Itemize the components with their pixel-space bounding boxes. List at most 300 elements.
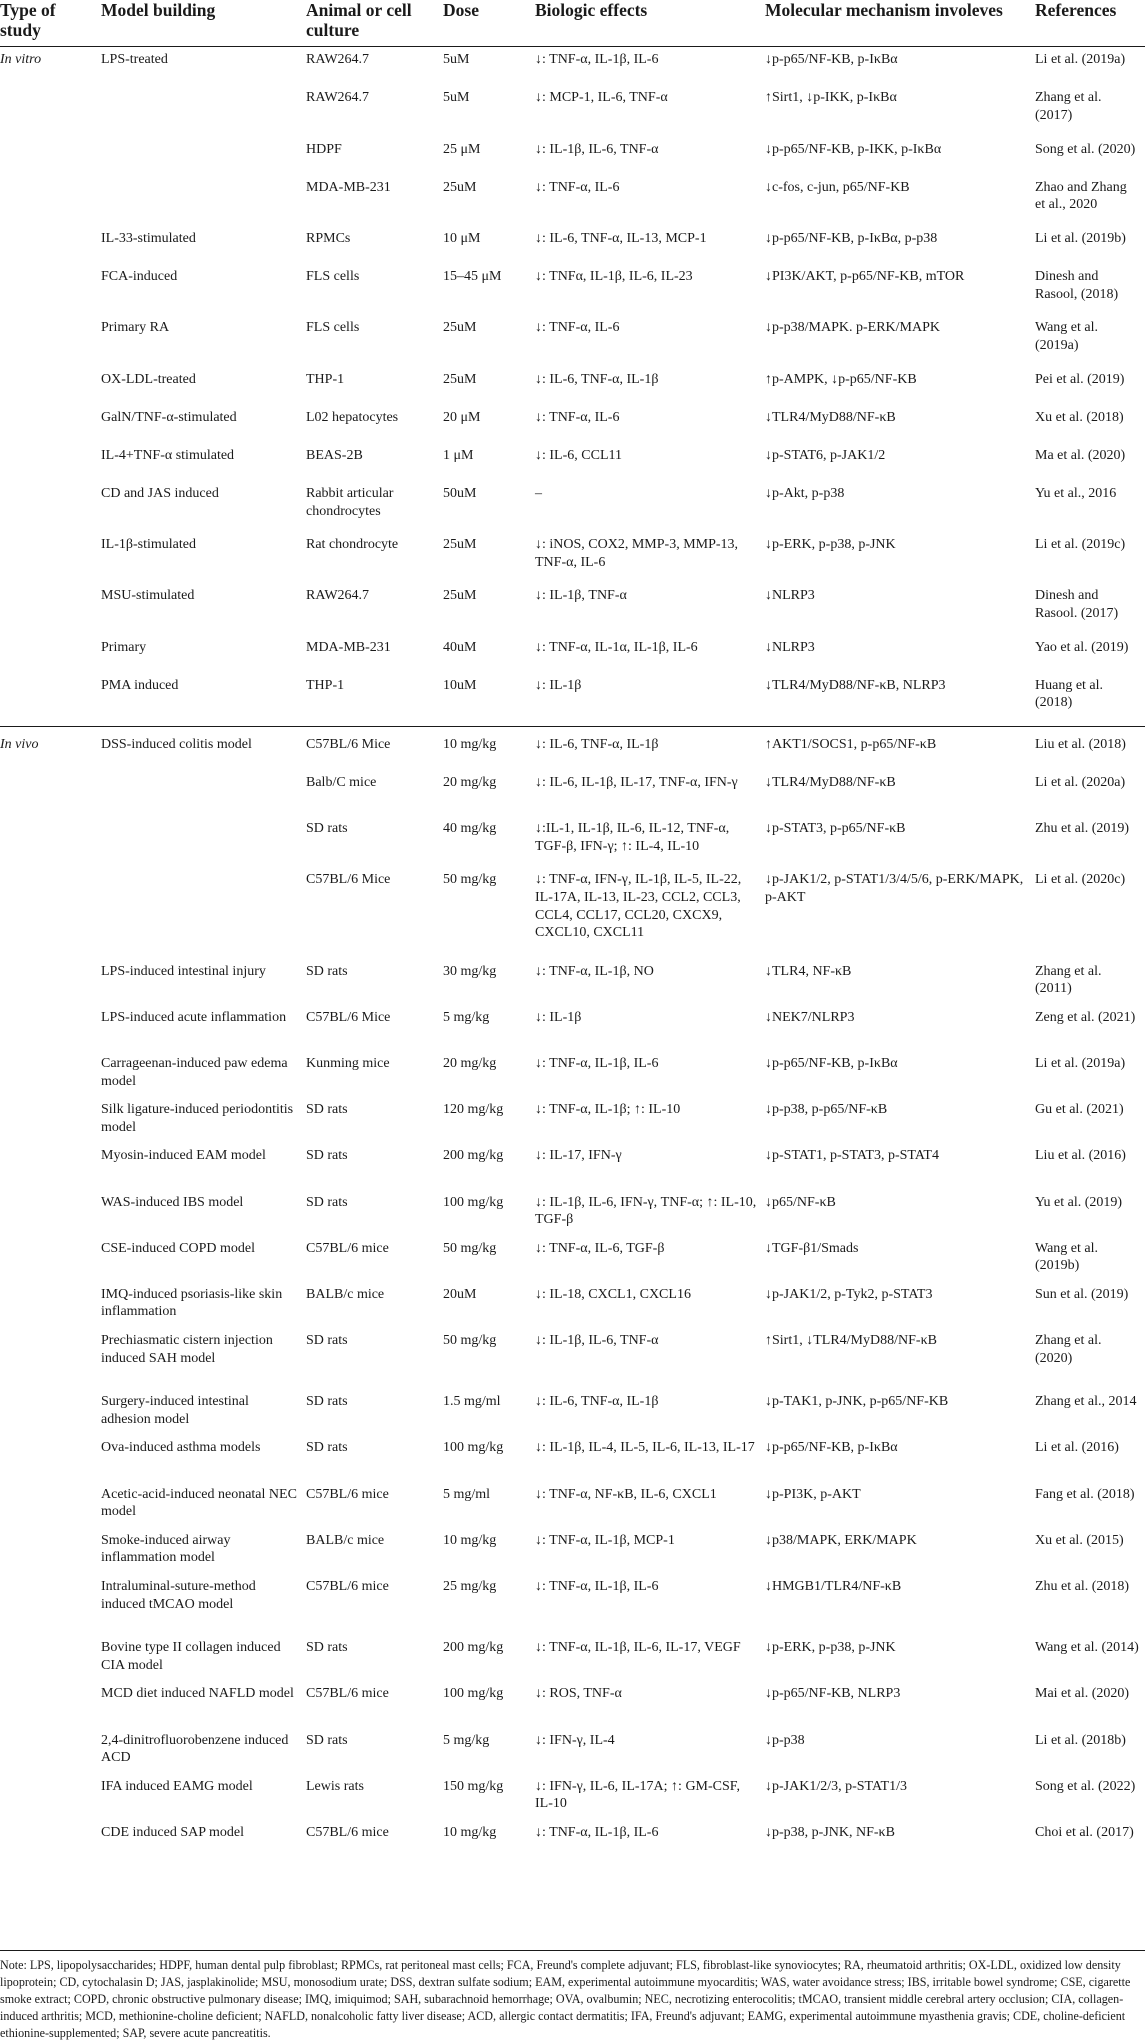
table-row [0, 816, 1145, 867]
cell-mechanism: ↓c-fos, c-jun, p65/NF-KB [765, 179, 910, 195]
cell-type [0, 1481, 101, 1527]
cell-type [0, 816, 101, 867]
header-effects: Biologic effects [535, 0, 765, 47]
table-row [0, 85, 1145, 136]
cell-model: CD and JAS induced [101, 486, 219, 502]
cell-effects: ↓:IL-1, IL-1β, IL-6, IL-12, TNF-α, TGF-β, IFN-γ; ↑: IL-4, IL-10 [535, 821, 730, 854]
header-mechanism: Molecular mechanism involeves [765, 0, 1035, 47]
cell-dose: 5uM [443, 52, 470, 68]
cell-effects: ↓: iNOS, COX2, MMP-3, MMP-13, TNF-α, IL-6 [535, 537, 739, 570]
cell-dose: 15–45 μM [443, 269, 502, 285]
table-row [0, 1236, 1145, 1282]
cell-animal: C57BL/6 mice [306, 1240, 389, 1256]
cell-mechanism: ↓p-p65/NF-KB, p-IκBα [765, 1440, 898, 1456]
cell-dose: 25 mg/kg [443, 1579, 497, 1594]
cell-mechanism: ↓HMGB1/TLR4/NF-κB [765, 1579, 902, 1594]
cell-model [101, 867, 306, 958]
cell-effects: ↓: IL-6, TNF-α, IL-1β [535, 371, 659, 387]
cell-dose: 200 mg/kg [443, 1640, 504, 1656]
cell-dose: 20uM [443, 1286, 477, 1302]
cell-mechanism: ↑Sirt1, ↓p-IKK, p-IκBα [765, 90, 897, 106]
cell-dose: 40uM [443, 639, 477, 655]
cell-model: Myosin-induced EAM model [101, 1148, 266, 1164]
cell-effects: ↓: IL-18, CXCL1, CXCL16 [535, 1286, 691, 1302]
cell-type [0, 481, 101, 532]
table-row [0, 1774, 1145, 1820]
cell-model: IL-1β-stimulated [101, 537, 196, 553]
cell-type: In vitro [0, 52, 42, 68]
cell-effects: ↓: TNF-α, IL-1β, IL-6 [535, 1055, 659, 1071]
cell-reference: Li et al. (2019c) [1035, 537, 1126, 553]
table-row [0, 634, 1145, 672]
cell-effects: ↓: TNF-α, IL-1β, IL-6 [535, 1579, 659, 1594]
cell-animal: C57BL/6 mice [306, 1686, 389, 1702]
cell-reference: Zhang et al. (2011) [1035, 963, 1102, 997]
cell-animal: L02 hepatocytes [306, 409, 399, 425]
table-row [0, 443, 1145, 481]
cell-effects: ↓: IL-6, TNF-α, IL-1β [535, 736, 659, 752]
cell-effects: ↓: IL-6, CCL11 [535, 447, 622, 463]
cell-animal: BALB/c mice [306, 1532, 385, 1548]
cell-animal: SD rats [306, 1148, 348, 1164]
cell-effects: ↓: TNF-α, IL-1α, IL-1β, IL-6 [535, 639, 698, 655]
cell-reference: Wang et al. (2019a) [1035, 320, 1099, 353]
cell-model: Smoke-induced airway inflammation model [101, 1532, 231, 1566]
cell-reference: Zhu et al. (2019) [1035, 821, 1130, 837]
cell-animal: SD rats [306, 1102, 348, 1118]
cell-effects: ↓: IL-1β, TNF-α [535, 588, 627, 604]
cell-model: Intraluminal-suture-method induced tMCAO model [101, 1579, 256, 1612]
table-row [0, 366, 1145, 404]
cell-mechanism: ↓p-p38/MAPK. p-ERK/MAPK [765, 320, 941, 336]
table-row [0, 136, 1145, 174]
cell-dose: 200 mg/kg [443, 1148, 504, 1164]
cell-dose: 25uM [443, 537, 477, 553]
cell-type [0, 673, 101, 727]
cell-model: 2,4-dinitrofluorobenzene induced ACD [101, 1732, 289, 1766]
cell-mechanism: ↓NEK7/NLRP3 [765, 1009, 855, 1025]
cell-dose: 100 mg/kg [443, 1440, 504, 1456]
cell-model: Prechiasmatic cistern injection induced SAH model [101, 1333, 273, 1366]
cell-animal: C57BL/6 mice [306, 1579, 389, 1594]
cell-model: GalN/TNF-α-stimulated [101, 409, 237, 425]
cell-model: CSE-induced COPD model [101, 1240, 255, 1256]
table-row [0, 1635, 1145, 1681]
cell-model: Surgery-induced intestinal adhesion model [101, 1394, 249, 1427]
cell-type [0, 264, 101, 315]
cell-dose: 1 μM [443, 447, 474, 463]
header-dose: Dose [443, 0, 535, 47]
cell-effects: ↓: TNF-α, IL-1β, IL-6 [535, 1824, 659, 1840]
cell-animal: C57BL/6 Mice [306, 872, 391, 888]
table-row [0, 726, 1145, 770]
cell-model [101, 770, 306, 816]
table-row [0, 1389, 1145, 1435]
cell-effects: ↓: TNF-α, IL-1β, NO [535, 963, 654, 979]
cell-dose: 10 μM [443, 230, 481, 246]
cell-dose: 25uM [443, 588, 477, 604]
cell-type [0, 532, 101, 583]
cell-mechanism: ↓TLR4/MyD88/NF-κB [765, 775, 896, 790]
cell-mechanism: ↓NLRP3 [765, 639, 815, 655]
cell-effects: ↓: IL-6, TNF-α, IL-1β [535, 1394, 659, 1410]
cell-reference: Zeng et al. (2021) [1035, 1009, 1136, 1025]
cell-dose: 100 mg/kg [443, 1194, 504, 1210]
cell-reference: Li et al. (2020a) [1035, 775, 1126, 790]
cell-mechanism: ↓p-ERK, p-p38, p-JNK [765, 537, 896, 553]
cell-dose: 20 mg/kg [443, 775, 497, 790]
cell-effects: ↓: TNF-α, IL-6 [535, 179, 620, 195]
table-row [0, 47, 1145, 86]
cell-effects: ↓: IL-1β, IL-6, TNF-α [535, 141, 659, 157]
header-row [0, 0, 1145, 47]
cell-dose: 120 mg/kg [443, 1102, 504, 1118]
cell-dose: 50uM [443, 486, 477, 502]
cell-type [0, 1051, 101, 1097]
table-body [0, 47, 1145, 1866]
cell-reference: Zhang et al. (2020) [1035, 1333, 1102, 1366]
cell-effects: ↓: TNF-α, IL-6 [535, 320, 620, 336]
table-row [0, 315, 1145, 366]
cell-reference: Wang et al. (2019b) [1035, 1240, 1099, 1274]
cell-mechanism: ↓p-p38, p-p65/NF-κB [765, 1102, 888, 1118]
table-row [0, 226, 1145, 264]
cell-dose: 20 μM [443, 409, 481, 425]
cell-dose: 25uM [443, 179, 477, 195]
cell-reference: Mai et al. (2020) [1035, 1686, 1130, 1702]
cell-animal: SD rats [306, 1732, 348, 1748]
cell-mechanism: ↓p38/MAPK, ERK/MAPK [765, 1532, 917, 1548]
cell-reference: Zhang et al., 2014 [1035, 1394, 1137, 1410]
cell-dose: 10 mg/kg [443, 1824, 497, 1840]
header-model: Model building [101, 0, 306, 47]
table-row [0, 1528, 1145, 1574]
cell-model: IFA induced EAMG model [101, 1778, 253, 1794]
cell-mechanism: ↓TLR4/MyD88/NF-κB [765, 409, 896, 425]
cell-mechanism: ↓p-p65/NF-KB, p-IKK, p-IκBα [765, 141, 942, 157]
cell-effects: ↓: TNF-α, IL-1β, IL-6 [535, 52, 659, 68]
cell-animal: SD rats [306, 1333, 348, 1349]
table-row [0, 532, 1145, 583]
cell-reference: Li et al. (2020c) [1035, 872, 1126, 888]
cell-animal: FLS cells [306, 320, 360, 336]
cell-reference: Sun et al. (2019) [1035, 1286, 1129, 1302]
cell-dose: 50 mg/kg [443, 872, 497, 888]
cell-animal: Kunming mice [306, 1055, 390, 1071]
cell-animal: BEAS-2B [306, 447, 363, 463]
table-footnote: Note: LPS, lipopolysaccharides; HDPF, human dental pulp fibroblast; RPMCs, rat peritoneal mast cells; FCA, Freund's complete adjuvant; FLS, fibroblast-like synoviocytes; RA, rheumatoid arthritis; OX-LDL, oxidized low density lipoprotein; CD, cytochalasin D; JAS, jasplakinolide; MSU, monosodium urate; DSS, dextran sulfate sodium; EAM, experimental autoimmune myocarditis; WAS, water avoidance stress; IBS, irritable bowel syndrome; CSE, cigarette smoke extract; COPD, chronic obstructive pulmonary disease; IMQ, imiquimod; SAH, subarachnoid hemorrhage; OVA, ovalbumin; NEC, necrotizing enterocolitis; tMCAO, transient middle cerebral artery occlusion; CIA, collagen-induced arthritis; MCD, methionine-choline deficient; NAFLD, nonalcoholic fatty liver disease; ACD, allergic contact dermatitis; IFA, Freund's adjuvant; EAMG, experimental autoimmune myasthenia gravis; CDE, choline-deficient ethionine-supplemented; SAP, severe acute pancreatitis. [0, 1950, 1145, 2042]
header-animal: Animal or cell culture [306, 0, 443, 47]
cell-model: Acetic-acid-induced neonatal NEC model [101, 1486, 297, 1520]
cell-dose: 30 mg/kg [443, 963, 497, 979]
cell-dose: 100 mg/kg [443, 1686, 504, 1702]
cell-mechanism: ↓p-TAK1, p-JNK, p-p65/NF-KB [765, 1394, 949, 1410]
cell-dose: 20 mg/kg [443, 1055, 497, 1071]
cell-reference: Dinesh and Rasool, (2018) [1035, 269, 1119, 302]
cell-reference: Huang et al. (2018) [1035, 673, 1145, 727]
cell-mechanism: ↑AKT1/SOCS1, p-p65/NF-κB [765, 736, 937, 752]
cell-type [0, 583, 101, 634]
table-row [0, 264, 1145, 315]
cell-animal: RAW264.7 [306, 90, 370, 106]
cell-dose: 10uM [443, 673, 535, 727]
cell-type [0, 1727, 101, 1773]
cell-reference: Li et al. (2016) [1035, 1440, 1119, 1456]
cell-animal: BALB/c mice [306, 1286, 385, 1302]
cell-type [0, 1282, 101, 1328]
table-row [0, 1005, 1145, 1051]
cell-animal: SD rats [306, 963, 348, 979]
cell-type [0, 1189, 101, 1235]
cell-dose: 5 mg/kg [443, 1009, 490, 1025]
cell-reference: Song et al. (2022) [1035, 1778, 1136, 1794]
cell-animal: RPMCs [306, 230, 351, 246]
cell-reference: Li et al. (2019a) [1035, 1055, 1126, 1071]
cell-model: CDE induced SAP model [101, 1824, 244, 1840]
cell-dose: 1.5 mg/ml [443, 1394, 501, 1410]
cell-mechanism: ↓p-p65/NF-KB, NLRP3 [765, 1686, 901, 1702]
cell-reference: Xu et al. (2018) [1035, 409, 1124, 425]
cell-model: IMQ-induced psoriasis-like skin inflammation [101, 1286, 283, 1320]
cell-type [0, 175, 101, 226]
cell-animal: MDA-MB-231 [306, 639, 391, 655]
cell-mechanism: ↓p-JAK1/2, p-STAT1/3/4/5/6, p-ERK/MAPK, p-AKT [765, 872, 1024, 905]
cell-mechanism: ↓p-Akt, p-p38 [765, 486, 845, 502]
cell-type [0, 867, 101, 958]
cell-animal: SD rats [306, 1440, 348, 1456]
cell-animal: SD rats [306, 1194, 348, 1210]
cell-effects: ↓: MCP-1, IL-6, TNF-α [535, 90, 668, 106]
cell-mechanism: ↓p-STAT6, p-JAK1/2 [765, 447, 886, 463]
cell-dose: 150 mg/kg [443, 1778, 504, 1794]
cell-type [0, 1389, 101, 1435]
cell-reference: Wang et al. (2014) [1035, 1640, 1139, 1656]
cell-reference: Xu et al. (2015) [1035, 1532, 1124, 1548]
cell-reference: Yu et al., 2016 [1035, 486, 1117, 502]
cell-type [0, 1574, 101, 1635]
cell-type [0, 136, 101, 174]
cell-effects: ↓: TNF-α, IL-6, TGF-β [535, 1240, 665, 1256]
cell-dose: 50 mg/kg [443, 1240, 497, 1256]
cell-dose: 5 mg/kg [443, 1732, 490, 1748]
cell-model: MSU-stimulated [101, 588, 195, 604]
cell-effects: ↓: TNF-α, IL-1β, MCP-1 [535, 1532, 675, 1548]
table-row [0, 1681, 1145, 1727]
cell-reference: Choi et al. (2017) [1035, 1824, 1134, 1840]
cell-mechanism: ↓p-PI3K, p-AKT [765, 1486, 861, 1502]
cell-reference: Song et al. (2020) [1035, 141, 1136, 157]
cell-model: Ova-induced asthma models [101, 1440, 261, 1456]
table-row [0, 1435, 1145, 1481]
cell-animal: C57BL/6 mice [306, 1824, 389, 1840]
cell-type [0, 1328, 101, 1389]
cell-animal: SD rats [306, 821, 348, 837]
cell-type [0, 1820, 101, 1866]
cell-dose: 40 mg/kg [443, 821, 497, 837]
cell-effects: ↓: IL-1β, IL-4, IL-5, IL-6, IL-13, IL-17 [535, 1440, 755, 1456]
cell-type [0, 366, 101, 404]
cell-model: LPS-treated [101, 52, 168, 68]
table-row [0, 1820, 1145, 1866]
cell-type [0, 1097, 101, 1143]
cell-reference: Gu et al. (2021) [1035, 1102, 1124, 1118]
cell-mechanism: ↓p-p65/NF-KB, p-IκBα [765, 52, 898, 68]
cell-model [101, 816, 306, 867]
table-row [0, 1328, 1145, 1389]
cell-reference: Liu et al. (2016) [1035, 1148, 1126, 1164]
cell-effects: ↓: TNFα, IL-1β, IL-6, IL-23 [535, 269, 693, 285]
cell-model: LPS-induced intestinal injury [101, 963, 266, 979]
cell-effects: ↓: IL-1β [535, 673, 765, 727]
cell-mechanism: ↓p-STAT3, p-p65/NF-κB [765, 821, 906, 837]
table-row [0, 1574, 1145, 1635]
table-row [0, 583, 1145, 634]
cell-effects: ↓: IL-1β, IL-6, TNF-α [535, 1333, 659, 1349]
cell-model: MCD diet induced NAFLD model [101, 1686, 294, 1702]
cell-model: FCA-induced [101, 269, 178, 285]
cell-type [0, 85, 101, 136]
cell-effects: ↓: IL-6, TNF-α, IL-13, MCP-1 [535, 230, 707, 246]
table-row [0, 1481, 1145, 1527]
cell-animal: SD rats [306, 1640, 348, 1656]
cell-reference: Li et al. (2019b) [1035, 230, 1126, 246]
cell-mechanism: ↓p-p38, p-JNK, NF-κB [765, 1824, 895, 1840]
cell-model: Primary [101, 639, 147, 655]
cell-animal: RAW264.7 [306, 588, 370, 604]
cell-type [0, 634, 101, 672]
table-row [0, 405, 1145, 443]
table-row [0, 770, 1145, 816]
cell-dose: 10 mg/kg [443, 1532, 497, 1548]
cell-mechanism: ↓NLRP3 [765, 588, 815, 604]
cell-mechanism: ↑p-AMPK, ↓p-p65/NF-KB [765, 371, 917, 387]
cell-model: PMA induced [101, 673, 306, 727]
cell-model: Bovine type II collagen induced CIA model [101, 1640, 281, 1673]
header-type: Type of study [0, 0, 101, 47]
cell-model: IL-4+TNF-α stimulated [101, 447, 235, 463]
cell-effects: ↓: TNF-α, IL-1β, IL-6, IL-17, VEGF [535, 1640, 741, 1656]
cell-type [0, 443, 101, 481]
cell-dose: 5uM [443, 90, 470, 106]
cell-type [0, 315, 101, 366]
cell-mechanism: ↓TLR4/MyD88/NF-κB, NLRP3 [765, 673, 1035, 727]
cell-animal: Rabbit articular chondrocytes [306, 486, 394, 519]
cell-type [0, 1774, 101, 1820]
cell-animal: C57BL/6 Mice [306, 736, 391, 752]
cell-effects: ↓: TNF-α, IL-6 [535, 409, 620, 425]
cell-dose: 5 mg/ml [443, 1486, 491, 1502]
cell-mechanism: ↓p-STAT1, p-STAT3, p-STAT4 [765, 1148, 939, 1164]
cell-animal: Lewis rats [306, 1778, 364, 1794]
table-row [0, 1051, 1145, 1097]
cell-animal: HDPF [306, 141, 342, 157]
cell-effects: ↓: TNF-α, IL-1β; ↑: IL-10 [535, 1102, 681, 1118]
cell-type [0, 405, 101, 443]
cell-animal: Rat chondrocyte [306, 537, 399, 553]
cell-animal: Balb/C mice [306, 775, 377, 790]
cell-type [0, 1528, 101, 1574]
cell-reference: Li et al. (2018b) [1035, 1732, 1126, 1748]
cell-reference: Ma et al. (2020) [1035, 447, 1126, 463]
cell-model: DSS-induced colitis model [101, 736, 252, 752]
cell-model: OX-LDL-treated [101, 371, 196, 387]
cell-mechanism: ↓p-JAK1/2, p-Tyk2, p-STAT3 [765, 1286, 933, 1302]
cell-type [0, 1681, 101, 1727]
cell-type [0, 1005, 101, 1051]
cell-mechanism: ↓p-p65/NF-KB, p-IκBα [765, 1055, 898, 1071]
cell-mechanism: ↓p-p38 [765, 1732, 805, 1748]
cell-mechanism: ↓p65/NF-κB [765, 1194, 836, 1210]
cell-reference: Fang et al. (2018) [1035, 1486, 1135, 1502]
cell-type [0, 226, 101, 264]
cell-reference: Zhang et al. (2017) [1035, 90, 1102, 123]
cell-animal: RAW264.7 [306, 52, 370, 68]
cell-mechanism: ↓PI3K/AKT, p-p65/NF-KB, mTOR [765, 269, 965, 285]
table-row [0, 481, 1145, 532]
cell-effects: ↓: IFN-γ, IL-4 [535, 1732, 615, 1748]
cell-animal: MDA-MB-231 [306, 179, 391, 195]
table-row [0, 673, 1145, 727]
cell-effects: ↓: TNF-α, NF-κB, IL-6, CXCL1 [535, 1486, 717, 1502]
table-row [0, 867, 1145, 958]
cell-mechanism: ↓TGF-β1/Smads [765, 1240, 859, 1256]
cell-model: WAS-induced IBS model [101, 1194, 244, 1210]
cell-dose: 10 mg/kg [443, 736, 497, 752]
cell-model: IL-33-stimulated [101, 230, 196, 246]
cell-mechanism: ↓TLR4, NF-κB [765, 963, 852, 979]
table-row [0, 175, 1145, 226]
table-row [0, 958, 1145, 1004]
table-row [0, 1282, 1145, 1328]
cell-animal: FLS cells [306, 269, 360, 285]
cell-effects: ↓: IL-1β, IL-6, IFN-γ, TNF-α; ↑: IL-10, TGF-β [535, 1194, 757, 1228]
cell-mechanism: ↓p-JAK1/2/3, p-STAT1/3 [765, 1778, 907, 1794]
cell-type [0, 958, 101, 1004]
cell-dose: 25uM [443, 320, 477, 336]
cell-reference: Pei et al. (2019) [1035, 371, 1125, 387]
cell-type [0, 1143, 101, 1189]
cell-reference: Dinesh and Rasool. (2017) [1035, 588, 1119, 622]
cell-model: Primary RA [101, 320, 170, 336]
cell-effects: ↓: IL-6, IL-1β, IL-17, TNF-α, IFN-γ [535, 775, 738, 790]
cell-reference: Li et al. (2019a) [1035, 52, 1126, 68]
cell-animal: THP-1 [306, 673, 443, 727]
cell-model [101, 175, 306, 226]
cell-type [0, 1635, 101, 1681]
cell-type [0, 770, 101, 816]
cell-model: LPS-induced acute inflammation [101, 1009, 287, 1025]
cell-animal: C57BL/6 mice [306, 1486, 389, 1502]
cell-effects: ↓: IFN-γ, IL-6, IL-17A; ↑: GM-CSF, IL-10 [535, 1778, 740, 1812]
cell-dose: 50 mg/kg [443, 1333, 497, 1349]
cell-animal: C57BL/6 Mice [306, 1009, 391, 1025]
table-row [0, 1727, 1145, 1773]
cell-mechanism: ↓p-ERK, p-p38, p-JNK [765, 1640, 896, 1656]
cell-effects: – [535, 486, 542, 502]
table-row [0, 1189, 1145, 1235]
cell-model: Carrageenan-induced paw edema model [101, 1055, 288, 1089]
cell-animal: SD rats [306, 1394, 348, 1410]
cell-effects: ↓: ROS, TNF-α [535, 1686, 622, 1702]
header-references: References [1035, 0, 1145, 47]
cell-type: In vivo [0, 736, 39, 752]
cell-mechanism: ↓p-p65/NF-KB, p-IκBα, p-p38 [765, 230, 938, 246]
table-row [0, 1143, 1145, 1189]
cell-effects: ↓: IL-17, IFN-γ [535, 1148, 622, 1164]
cell-animal: THP-1 [306, 371, 345, 387]
cell-effects: ↓: IL-1β [535, 1009, 582, 1025]
cell-mechanism: ↑Sirt1, ↓TLR4/MyD88/NF-κB [765, 1333, 937, 1349]
